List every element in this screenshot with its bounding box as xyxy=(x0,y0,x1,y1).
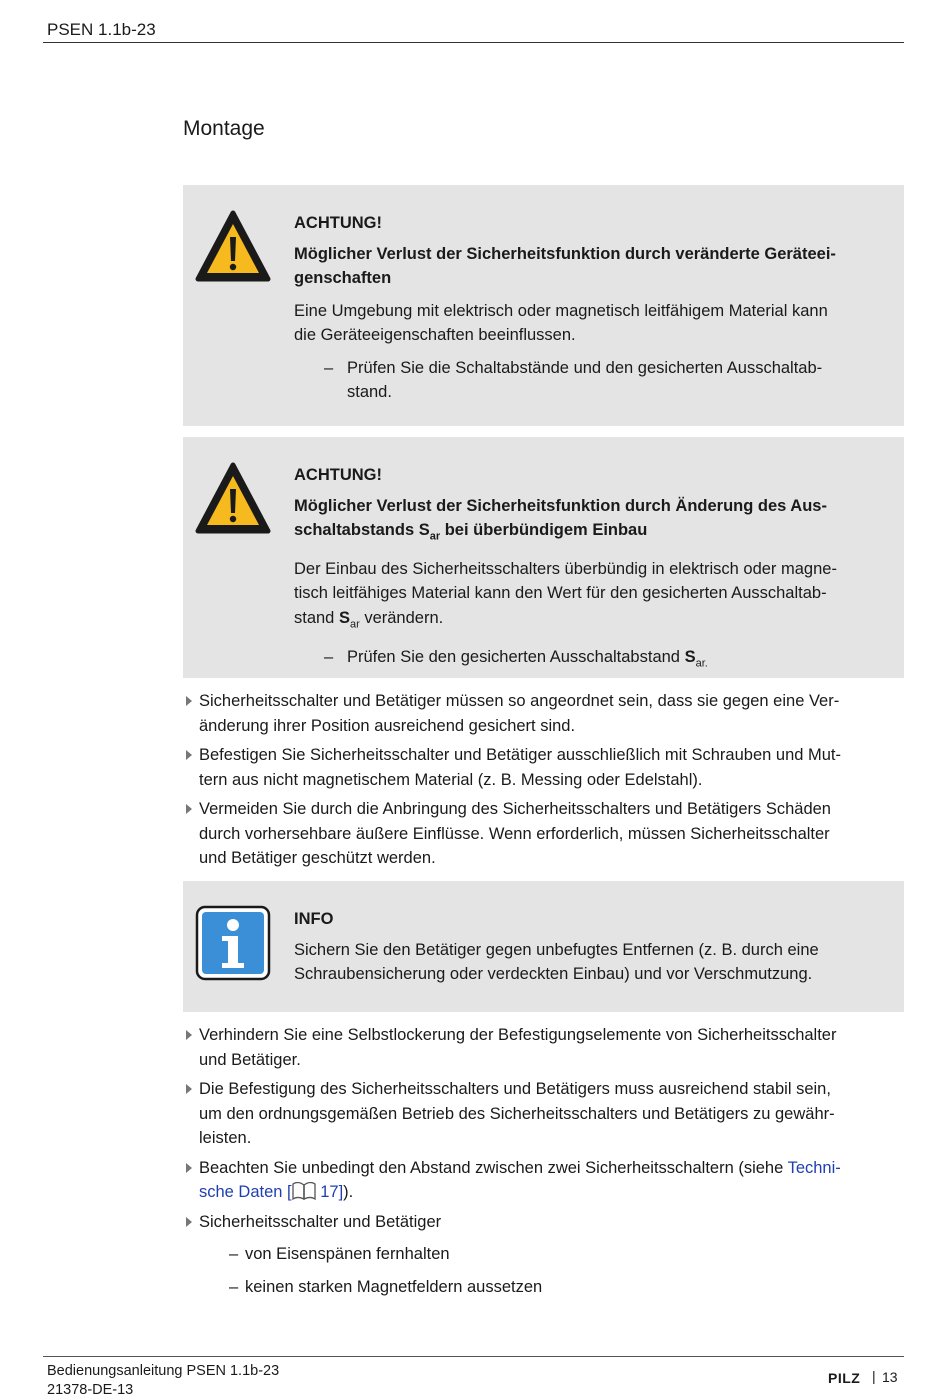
section-title: Montage xyxy=(183,117,265,140)
notice-label: ACHTUNG! xyxy=(294,214,382,232)
notice-heading xyxy=(294,494,880,549)
list-item-line: Vermeiden Sie durch die Anbringung des Sicherheitsschalters und Betätigers Schäden xyxy=(199,800,831,818)
dash-marker: – xyxy=(229,1245,239,1263)
notice-label: ACHTUNG! xyxy=(294,466,382,484)
info-notice xyxy=(183,881,904,1012)
list-item xyxy=(183,1156,903,1205)
symbol-s: S xyxy=(418,521,430,539)
list-item-line: Sicherheitsschalter und Betätiger xyxy=(199,1212,442,1231)
list-item xyxy=(183,1023,903,1072)
technical-data-link[interactable]: Techni- xyxy=(787,1158,841,1177)
notice-heading xyxy=(294,242,880,291)
symbol-s: S xyxy=(338,608,350,627)
footer-manual-title: Bedienungsanleitung PSEN 1.1b-23 xyxy=(47,1363,280,1379)
symbol-subscript: ar xyxy=(429,530,441,543)
notice-content xyxy=(294,463,880,675)
list-item xyxy=(183,689,903,738)
warning-notice-1 xyxy=(183,185,904,426)
text-run: Prüfen Sie den gesicherten Ausschaltabstand xyxy=(347,647,685,666)
list-item-line: und Betätiger. xyxy=(199,1050,301,1069)
sub-list-item-text: keinen starken Magnetfeldern aussetzen xyxy=(245,1277,543,1296)
list-item-line: Sicherheitsschalter und Betätiger müssen so angeordnet sein, dass sie gegen eine Ver- xyxy=(199,692,840,710)
sub-list-item xyxy=(199,1275,903,1300)
triangle-bullet-icon xyxy=(186,1217,192,1227)
list-item-line: und Betätiger geschützt werden. xyxy=(199,849,436,867)
sub-list-item-text: von Eisenspänen fernhalten xyxy=(245,1245,450,1263)
list-item-line: Verhindern Sie eine Selbstlockerung der Befestigungselemente von Sicherheitsschalter xyxy=(199,1026,837,1044)
notice-body-line: Sichern Sie den Betätiger gegen unbefugtes Entfernen (z. B. durch eine xyxy=(294,940,819,959)
notice-action-line xyxy=(347,645,880,676)
notice-action xyxy=(294,645,880,676)
list-item-line: durch vorhersehbare äußere Einflüsse. Wenn erforderlich, müssen Sicherheitsschalter xyxy=(199,824,830,843)
footer-separator: | xyxy=(872,1368,876,1384)
list-item xyxy=(183,1077,903,1151)
footer-rule xyxy=(43,1356,904,1357)
text-run: stand xyxy=(294,608,339,627)
triangle-bullet-icon xyxy=(186,750,192,760)
sub-list-item xyxy=(199,1242,903,1267)
symbol-s: S xyxy=(684,647,696,666)
triangle-bullet-icon xyxy=(186,1030,192,1040)
footer-document-number: 21378-DE-13 xyxy=(47,1382,134,1398)
header-title: PSEN 1.1b-23 xyxy=(47,20,156,39)
dash-marker: – xyxy=(324,358,334,377)
instruction-list-1 xyxy=(183,689,903,876)
info-icon xyxy=(195,905,271,981)
warning-notice-2 xyxy=(183,437,904,678)
notice-body-line xyxy=(294,606,880,637)
header-rule xyxy=(43,42,904,43)
pilz-logo: PILZ xyxy=(828,1370,861,1386)
list-item-line: leisten. xyxy=(199,1129,252,1147)
warning-triangle-icon xyxy=(195,461,271,537)
symbol-subscript: ar xyxy=(349,618,360,631)
link-page: 17] xyxy=(315,1183,344,1201)
book-icon xyxy=(292,1182,316,1200)
triangle-bullet-icon xyxy=(186,1163,192,1173)
notice-body-line: Eine Umgebung mit elektrisch oder magnetisch leitfähigem Material kann xyxy=(294,301,828,320)
list-item-line: Befestigen Sie Sicherheitsschalter und Betätiger ausschließlich mit Schrauben und Mut- xyxy=(199,746,842,764)
instruction-list-2 xyxy=(183,1023,903,1304)
notice-body-line: tisch leitfähiges Material kann den Wert für den gesicherten Ausschaltab- xyxy=(294,584,827,603)
text-run: schaltabstands xyxy=(294,521,419,539)
text-run: verändern. xyxy=(359,608,444,627)
notice-body-line: Schraubensicherung oder verdeckten Einbau) und vor Verschmutzung. xyxy=(294,965,813,983)
page-number: 13 xyxy=(882,1369,898,1385)
triangle-bullet-icon xyxy=(186,804,192,814)
dash-marker: – xyxy=(229,1277,239,1296)
notice-content xyxy=(294,907,880,987)
notice-content xyxy=(294,211,880,405)
list-item-line xyxy=(199,1180,903,1205)
list-item-line: tern aus nicht magnetischem Material (z. B. Messing oder Edelstahl). xyxy=(199,770,703,789)
notice-label: INFO xyxy=(294,910,334,928)
text-run: Beachten Sie unbedingt den Abstand zwischen zwei Sicherheitsschaltern (siehe xyxy=(199,1158,788,1177)
notice-body xyxy=(294,299,880,348)
list-item-line: änderung ihrer Position ausreichend gesichert sind. xyxy=(199,716,576,735)
list-item xyxy=(183,797,903,871)
notice-body-line: Der Einbau des Sicherheitsschalters überbündig in elektrisch oder magne- xyxy=(294,559,837,578)
notice-heading-line: Möglicher Verlust der Sicherheitsfunktion durch Änderung des Aus- xyxy=(294,496,827,515)
list-item xyxy=(183,743,903,792)
notice-body-line: die Geräteeigenschaften beeinflussen. xyxy=(294,326,576,344)
notice-heading-line: genschaften xyxy=(294,269,392,287)
notice-heading-line: Möglicher Verlust der Sicherheitsfunktion durch veränderte Geräteei- xyxy=(294,244,836,263)
notice-body xyxy=(294,557,880,637)
notice-heading-line xyxy=(294,518,880,549)
notice-action xyxy=(294,356,880,405)
notice-action-line: Prüfen Sie die Schaltabstände und den gesicherten Ausschaltab- xyxy=(347,358,823,377)
list-item-line: um den ordnungsgemäßen Betrieb des Sicherheitsschalters und Betätigers zu gewähr- xyxy=(199,1104,835,1123)
notice-action-line: stand. xyxy=(347,383,392,401)
triangle-bullet-icon xyxy=(186,1084,192,1094)
warning-triangle-icon xyxy=(195,209,271,285)
footer-document-info xyxy=(47,1362,279,1400)
list-item-line: Die Befestigung des Sicherheitsschalters und Betätigers muss ausreichend stabil sein, xyxy=(199,1080,831,1098)
technical-data-link[interactable] xyxy=(199,1183,343,1201)
link-text: sche Daten [ xyxy=(199,1183,292,1201)
text-run: bei überbündigem Einbau xyxy=(440,521,648,539)
list-item xyxy=(183,1210,903,1300)
text-run: ). xyxy=(343,1183,354,1201)
list-item-line xyxy=(199,1156,903,1181)
triangle-bullet-icon xyxy=(186,696,192,706)
dash-marker: – xyxy=(324,647,334,666)
symbol-subscript: ar. xyxy=(695,656,708,669)
